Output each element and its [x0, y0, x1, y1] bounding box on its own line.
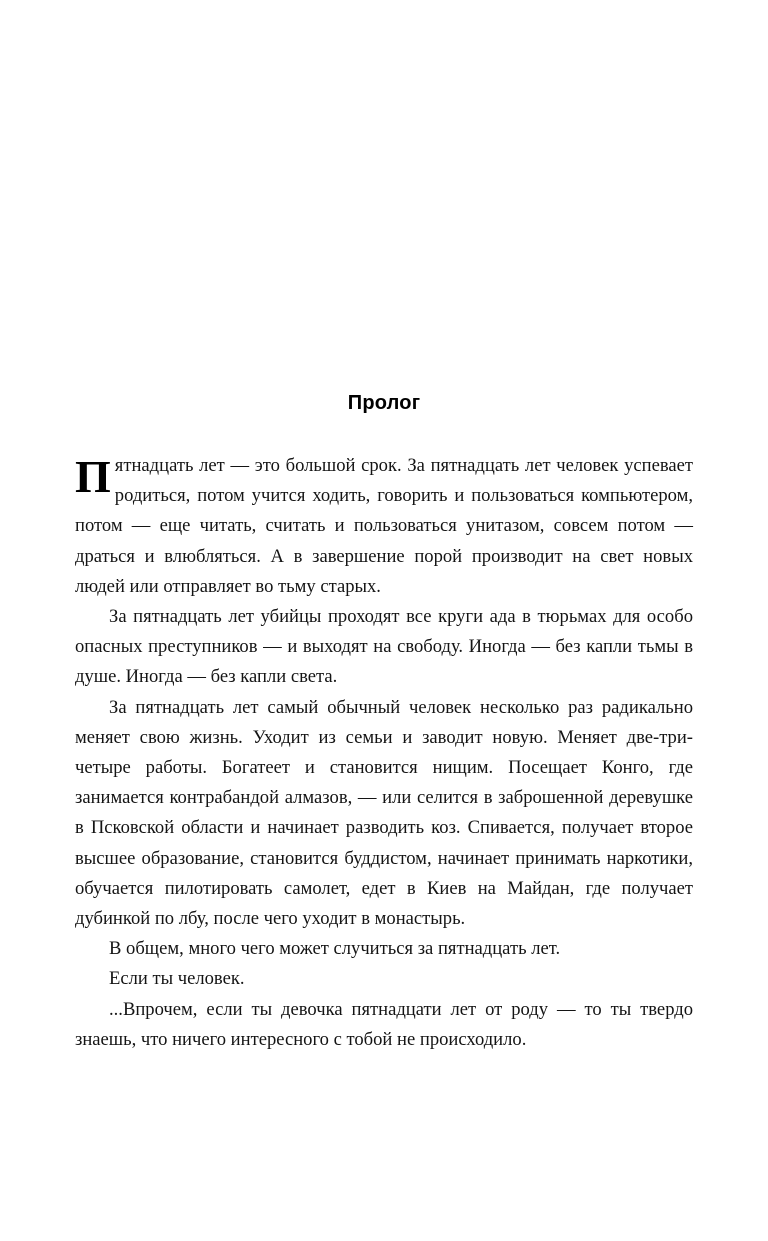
paragraph-5: Если ты человек.: [109, 968, 245, 990]
page-title: Пролог: [347, 392, 421, 414]
drop-cap: П: [75, 451, 111, 502]
paragraph-4: В общем, много чего может случиться за пятнадцать лет.: [109, 938, 561, 960]
paragraph-6: ...Впрочем, если ты девочка пятнадцати лет от роду — то ты твердо знаешь, что ничего интересного с тобой не происходило.: [75, 998, 693, 1050]
paragraph-2: За пятнадцать лет убийцы проходят все круги ада в тюрьмах для особо опасных преступников — и выходят на свободу. Иногда — без капли тьмы в душе. Иногда — без капли света.: [75, 606, 693, 688]
paragraph-1: [75, 451, 693, 602]
paragraph-3: За пятнадцать лет самый обычный человек несколько раз радикально меняет свою жизнь. Уходит из семьи и заводит новую. Меняет две-три-четыре работы. Богатеет и становится нищим. Посещает Конго, где занимается контрабандой алмазов, — или селится в заброшенной деревушке в Псковской области и начинает разводить коз. Спивается, получает второе высшее образование, становится буддистом, начинает принимать наркотики, обучается пилотировать самолет, едет в Киев на Майдан, где получает дубинкой по лбу, после чего уходит в монастырь.: [75, 696, 693, 930]
paragraph-1-text: ятнадцать лет — это большой срок. За пятнадцать лет человек успевает родиться, потом учится ходить, говорить и пользоваться компьютером, потом — еще читать, считать и пользоваться унитазом, совсем потом — драться и влюбляться. А в завершение порой производит на свет новых людей или отправляет во тьму старых.: [75, 455, 693, 597]
body-text: [75, 451, 693, 1055]
